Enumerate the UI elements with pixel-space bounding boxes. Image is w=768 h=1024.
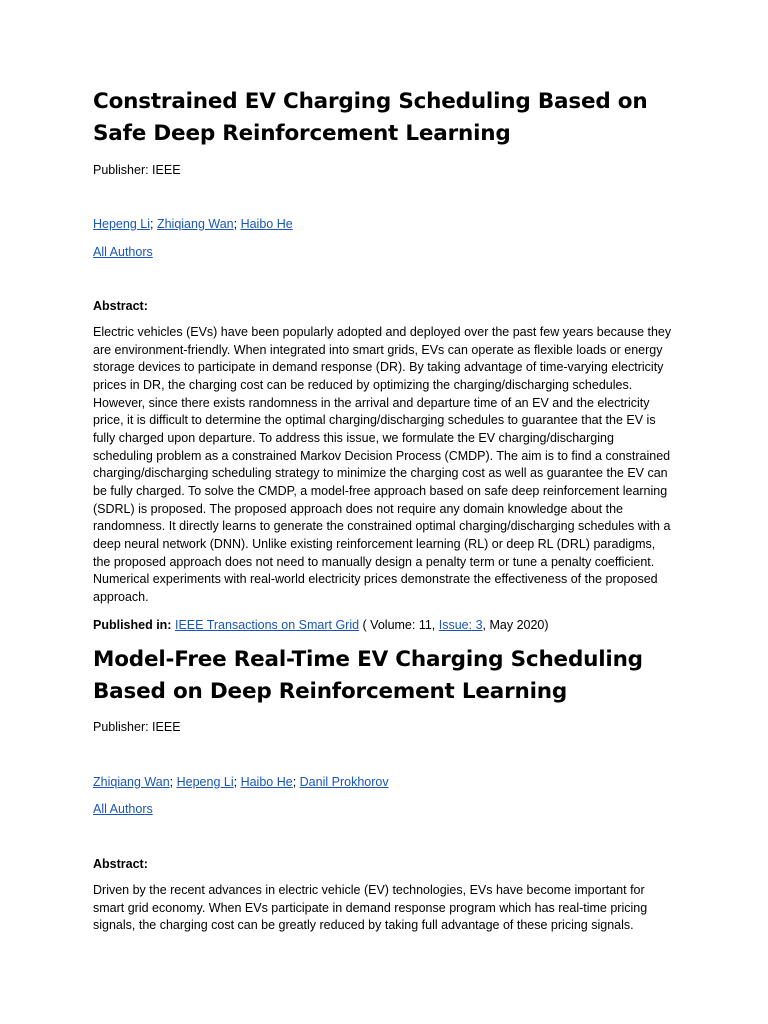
article-title: Model-Free Real-Time EV Charging Scheduling Based on Deep Reinforcement Learning [93, 647, 643, 704]
article-title: Constrained EV Charging Scheduling Based on Safe Deep Reinforcement Learning [93, 89, 648, 146]
author-list [93, 774, 389, 790]
abstract-label: Abstract: [93, 299, 148, 313]
author-list [93, 216, 293, 232]
all-authors-link[interactable]: All Authors [93, 802, 153, 816]
date-text: , May 2020) [482, 618, 549, 632]
article-1 [93, 86, 678, 632]
publisher: Publisher: IEEE [93, 720, 181, 734]
abstract-label: Abstract: [93, 857, 148, 871]
published-in [93, 617, 678, 633]
author-separator: ; [169, 775, 177, 789]
publisher: Publisher: IEEE [93, 163, 181, 177]
author-link[interactable]: Zhiqiang Wan [156, 217, 234, 231]
issue-link[interactable]: Issue: 3 [438, 618, 483, 632]
author-link[interactable]: Danil Prokhorov [299, 775, 389, 789]
article-2 [93, 644, 678, 933]
author-separator: ; [292, 775, 300, 789]
author-link[interactable]: Hepeng Li [93, 217, 150, 231]
volume-text: ( Volume: 11, [359, 618, 439, 632]
author-link[interactable]: Haibo He [240, 217, 293, 231]
journal-link[interactable]: IEEE Transactions on Smart Grid [174, 618, 360, 632]
abstract-text: Driven by the recent advances in electric vehicle (EV) technologies, EVs have become important for smart grid economy. When EVs participate in demand response program which has real-time pricing signals, the charging cost can be greatly reduced by taking full advantage of these pricing signals. [93, 883, 648, 933]
author-separator: ; [150, 217, 157, 231]
abstract-text: Electric vehicles (EVs) have been popularly adopted and deployed over the past few years because they are environment-friendly. When integrated into smart grids, EVs can operate as flexible loads or energy storage devices to participate in demand response (DR). By taking advantage of time-varying electricity prices in DR, the charging cost can be reduced by optimizing the charging/discharging schedules. However, since there exists randomness in the arrival and departure time of an EV and the electricity price, it is difficult to determine the optimal charging/discharging schedules to guarantee that the EV is fully charged upon departure. To address this issue, we formulate the EV charging/discharging scheduling problem as a constrained Markov Decision Process (CMDP). The aim is to find a constrained charging/discharging scheduling strategy to minimize the charging cost as well as guarantee the EV can be fully charged. To solve the CMDP, a model-free approach based on safe deep reinforcement learning (SDRL) is proposed. The proposed approach does not require any domain knowledge about the randomness. It directly learns to generate the constrained optimal charging/discharging schedules with a deep neural network (DNN). Unlike existing reinforcement learning (RL) or deep RL (DRL) paradigms, the proposed approach does not need to manually design a penalty term or tune a penalty coefficient. Numerical experiments with real-world electricity prices demonstrate the effectiveness of the proposed approach. [93, 325, 672, 604]
author-link[interactable]: Haibo He [240, 775, 293, 789]
all-authors-link[interactable]: All Authors [93, 245, 153, 259]
author-separator: ; [233, 775, 241, 789]
author-separator: ; [233, 217, 241, 231]
published-in-label: Published in: [93, 618, 172, 632]
author-link[interactable]: Zhiqiang Wan [93, 775, 170, 789]
author-link[interactable]: Hepeng Li [176, 775, 234, 789]
